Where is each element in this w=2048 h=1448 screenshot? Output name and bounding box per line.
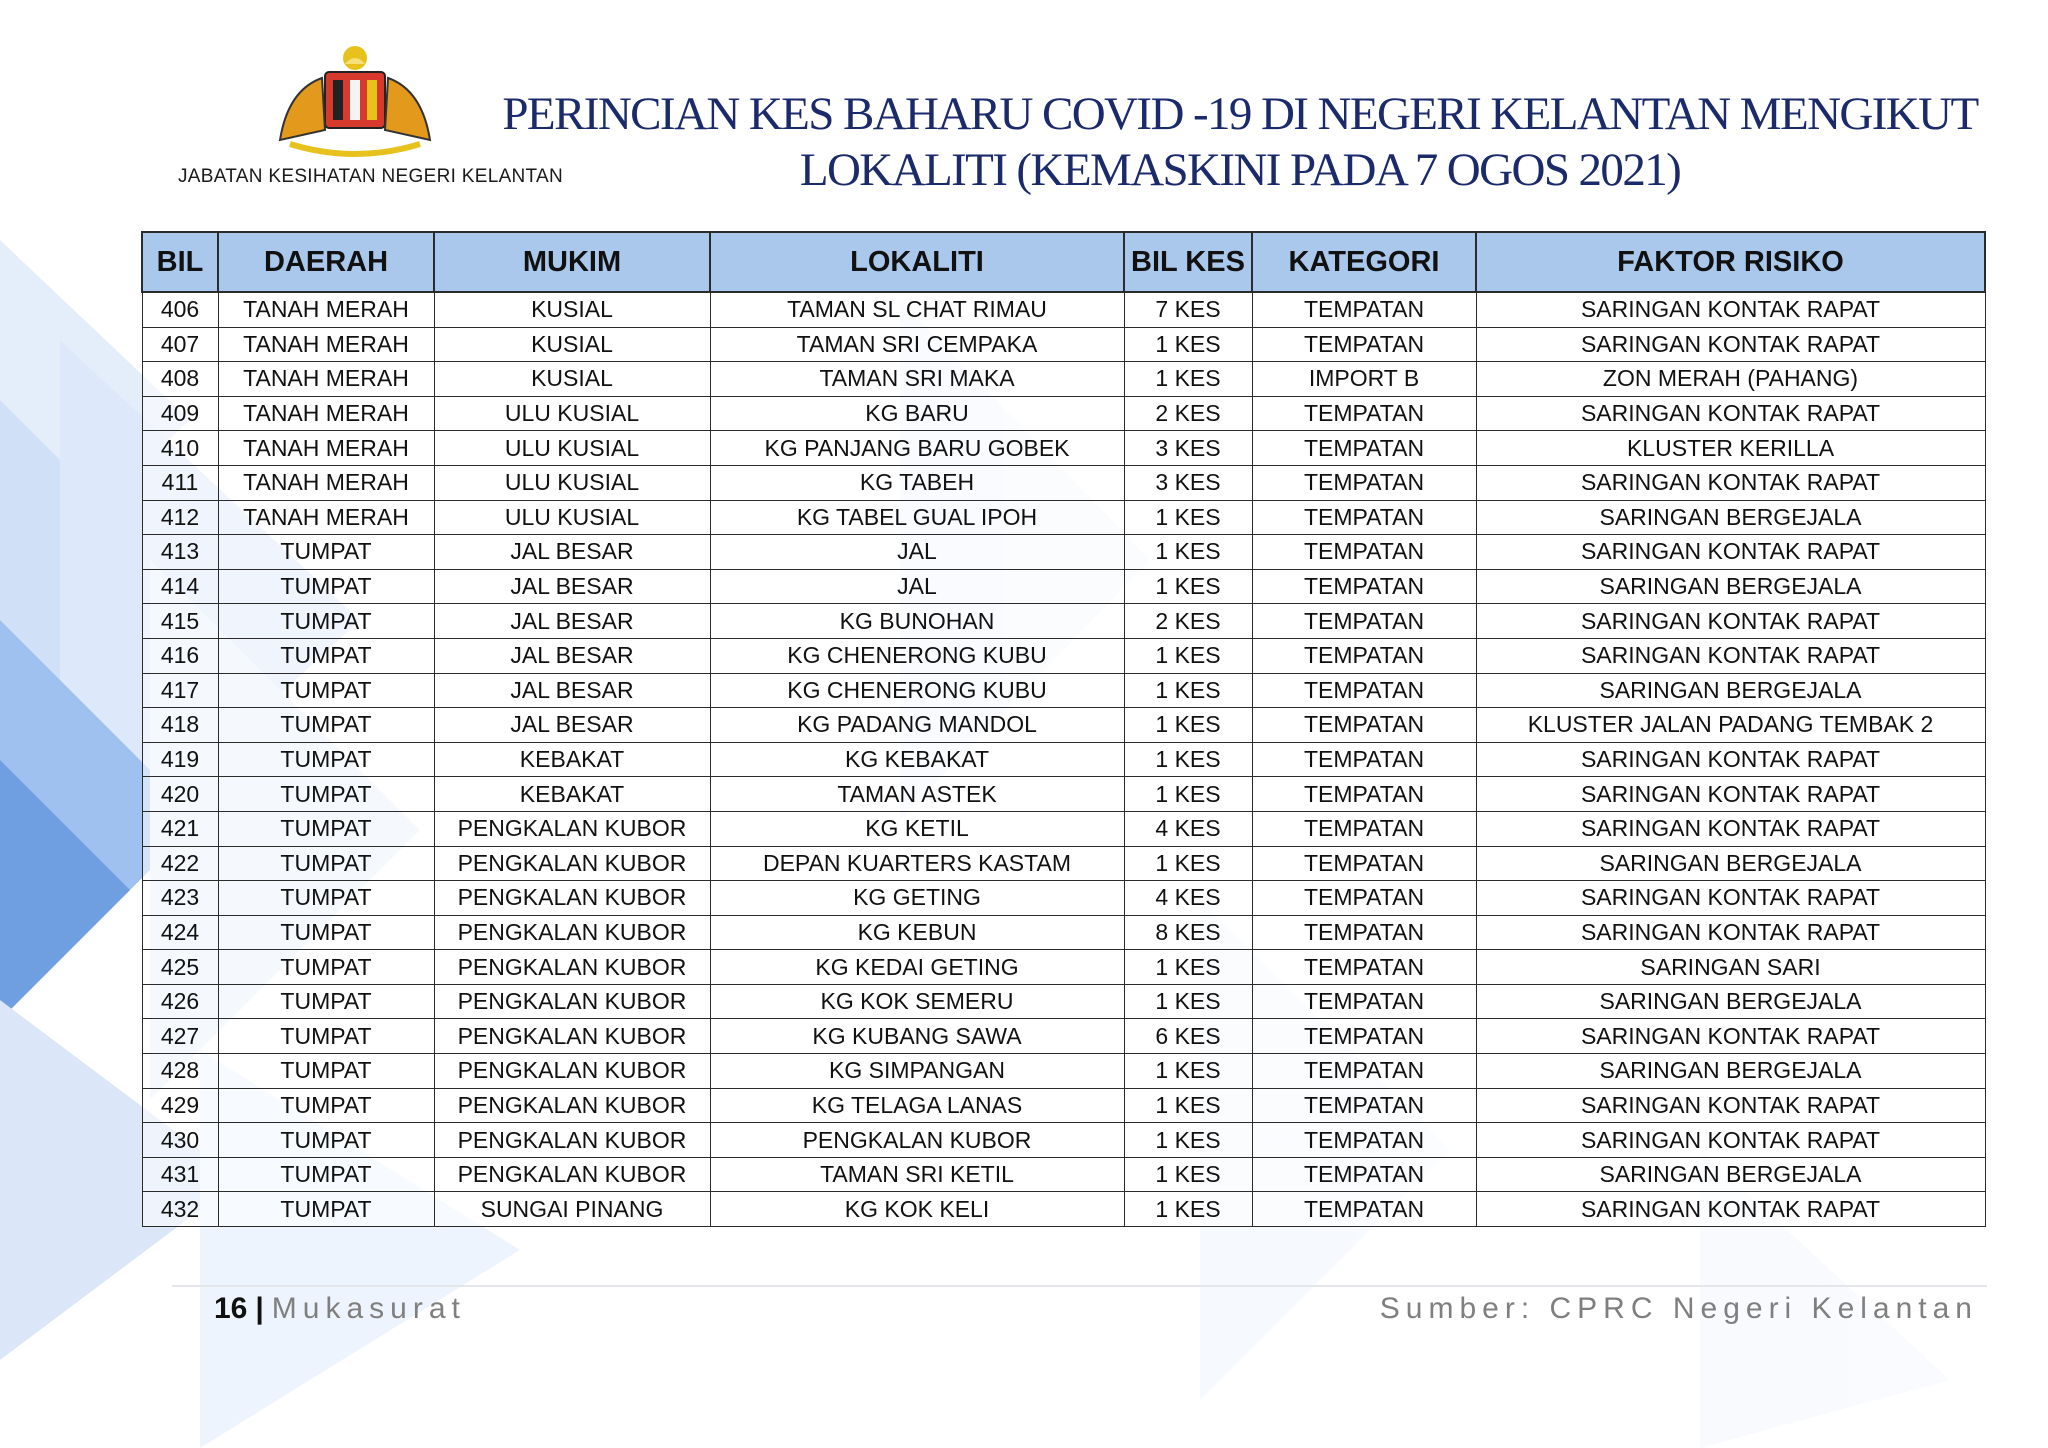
cell-bil-kes: 7 KES <box>1124 292 1252 327</box>
cell-lokaliti: KG PANJANG BARU GOBEK <box>710 431 1124 466</box>
cell-daerah: TUMPAT <box>218 984 434 1019</box>
cell-bil: 432 <box>142 1192 218 1227</box>
cell-faktor-risiko: SARINGAN BERGEJALA <box>1476 569 1985 604</box>
cell-bil-kes: 1 KES <box>1124 569 1252 604</box>
cell-daerah: TUMPAT <box>218 673 434 708</box>
cell-kategori: TEMPATAN <box>1252 881 1476 916</box>
cell-lokaliti: KG KEBUN <box>710 915 1124 950</box>
cell-bil-kes: 8 KES <box>1124 915 1252 950</box>
cell-bil: 413 <box>142 535 218 570</box>
page-header <box>0 0 2048 230</box>
cell-faktor-risiko: SARINGAN KONTAK RAPAT <box>1476 465 1985 500</box>
cell-faktor-risiko: SARINGAN BERGEJALA <box>1476 1054 1985 1089</box>
cell-bil-kes: 1 KES <box>1124 1157 1252 1192</box>
cell-lokaliti: KG TABEL GUAL IPOH <box>710 500 1124 535</box>
cell-mukim: JAL BESAR <box>434 569 710 604</box>
cell-faktor-risiko: ZON MERAH (PAHANG) <box>1476 362 1985 397</box>
cell-kategori: TEMPATAN <box>1252 984 1476 1019</box>
cell-mukim: JAL BESAR <box>434 535 710 570</box>
table-row <box>142 846 1985 881</box>
cell-mukim: KEBAKAT <box>434 777 710 812</box>
cell-faktor-risiko: SARINGAN KONTAK RAPAT <box>1476 915 1985 950</box>
cell-bil-kes: 1 KES <box>1124 1123 1252 1158</box>
page-title <box>470 86 2010 198</box>
cell-kategori: TEMPATAN <box>1252 1054 1476 1089</box>
cell-mukim: PENGKALAN KUBOR <box>434 1019 710 1054</box>
cell-bil: 411 <box>142 465 218 500</box>
cell-bil: 430 <box>142 1123 218 1158</box>
cell-mukim: JAL BESAR <box>434 708 710 743</box>
cell-bil-kes: 1 KES <box>1124 638 1252 673</box>
cell-bil-kes: 1 KES <box>1124 327 1252 362</box>
cell-mukim: SUNGAI PINANG <box>434 1192 710 1227</box>
table-row <box>142 881 1985 916</box>
cell-kategori: TEMPATAN <box>1252 569 1476 604</box>
page-number: 16 <box>214 1292 248 1325</box>
cell-lokaliti: DEPAN KUARTERS KASTAM <box>710 846 1124 881</box>
cell-bil-kes: 1 KES <box>1124 984 1252 1019</box>
cell-mukim: ULU KUSIAL <box>434 431 710 466</box>
cell-bil-kes: 1 KES <box>1124 1088 1252 1123</box>
cell-kategori: TEMPATAN <box>1252 708 1476 743</box>
cell-bil: 409 <box>142 396 218 431</box>
cell-faktor-risiko: SARINGAN KONTAK RAPAT <box>1476 327 1985 362</box>
footer-divider <box>172 1285 1987 1287</box>
cell-bil: 407 <box>142 327 218 362</box>
cell-faktor-risiko: SARINGAN BERGEJALA <box>1476 673 1985 708</box>
cell-bil: 423 <box>142 881 218 916</box>
cell-mukim: JAL BESAR <box>434 638 710 673</box>
cell-mukim: PENGKALAN KUBOR <box>434 984 710 1019</box>
cell-lokaliti: KG CHENERONG KUBU <box>710 638 1124 673</box>
cell-kategori: IMPORT B <box>1252 362 1476 397</box>
cell-bil: 412 <box>142 500 218 535</box>
cell-bil-kes: 1 KES <box>1124 1192 1252 1227</box>
cell-kategori: TEMPATAN <box>1252 1088 1476 1123</box>
cell-bil: 429 <box>142 1088 218 1123</box>
cell-bil-kes: 4 KES <box>1124 811 1252 846</box>
table-row <box>142 638 1985 673</box>
table-row <box>142 1123 1985 1158</box>
table-row <box>142 708 1985 743</box>
cell-kategori: TEMPATAN <box>1252 846 1476 881</box>
page-separator: | <box>255 1292 264 1325</box>
cases-table <box>141 231 1986 1227</box>
title-line-2: LOKALITI (KEMASKINI PADA 7 OGOS 2021) <box>799 144 1681 196</box>
cell-lokaliti: KG GETING <box>710 881 1124 916</box>
cell-daerah: TUMPAT <box>218 604 434 639</box>
table-row <box>142 535 1985 570</box>
cell-lokaliti: JAL <box>710 569 1124 604</box>
cell-kategori: TEMPATAN <box>1252 431 1476 466</box>
cell-daerah: TANAH MERAH <box>218 465 434 500</box>
cell-faktor-risiko: SARINGAN BERGEJALA <box>1476 500 1985 535</box>
cell-bil: 406 <box>142 292 218 327</box>
column-header-lokaliti: LOKALITI <box>710 232 1124 292</box>
cell-mukim: PENGKALAN KUBOR <box>434 1123 710 1158</box>
cell-bil: 419 <box>142 742 218 777</box>
cell-mukim: PENGKALAN KUBOR <box>434 1088 710 1123</box>
cell-kategori: TEMPATAN <box>1252 1157 1476 1192</box>
table-row <box>142 292 1985 327</box>
cell-lokaliti: KG TABEH <box>710 465 1124 500</box>
cell-faktor-risiko: SARINGAN SARI <box>1476 950 1985 985</box>
cell-mukim: JAL BESAR <box>434 604 710 639</box>
cell-kategori: TEMPATAN <box>1252 915 1476 950</box>
cell-lokaliti: TAMAN SRI MAKA <box>710 362 1124 397</box>
cell-mukim: PENGKALAN KUBOR <box>434 950 710 985</box>
cell-bil: 426 <box>142 984 218 1019</box>
cell-faktor-risiko: SARINGAN KONTAK RAPAT <box>1476 292 1985 327</box>
cell-kategori: TEMPATAN <box>1252 811 1476 846</box>
table-row <box>142 396 1985 431</box>
cell-faktor-risiko: SARINGAN KONTAK RAPAT <box>1476 396 1985 431</box>
cell-faktor-risiko: SARINGAN KONTAK RAPAT <box>1476 1123 1985 1158</box>
cell-lokaliti: KG TELAGA LANAS <box>710 1088 1124 1123</box>
cell-mukim: JAL BESAR <box>434 673 710 708</box>
table-row <box>142 673 1985 708</box>
cell-faktor-risiko: SARINGAN BERGEJALA <box>1476 1157 1985 1192</box>
table-row <box>142 500 1985 535</box>
cell-lokaliti: TAMAN SRI CEMPAKA <box>710 327 1124 362</box>
cell-bil: 414 <box>142 569 218 604</box>
column-header-daerah: DAERAH <box>218 232 434 292</box>
table-row <box>142 327 1985 362</box>
table-row <box>142 569 1985 604</box>
cell-mukim: PENGKALAN KUBOR <box>434 846 710 881</box>
table-row <box>142 1054 1985 1089</box>
cell-kategori: TEMPATAN <box>1252 1019 1476 1054</box>
cell-lokaliti: KG KOK KELI <box>710 1192 1124 1227</box>
cell-bil-kes: 1 KES <box>1124 846 1252 881</box>
cell-mukim: KUSIAL <box>434 292 710 327</box>
cell-kategori: TEMPATAN <box>1252 292 1476 327</box>
cell-bil: 420 <box>142 777 218 812</box>
cell-daerah: TANAH MERAH <box>218 396 434 431</box>
cell-daerah: TUMPAT <box>218 846 434 881</box>
table-row <box>142 431 1985 466</box>
cell-daerah: TUMPAT <box>218 915 434 950</box>
cell-daerah: TANAH MERAH <box>218 500 434 535</box>
table-row <box>142 950 1985 985</box>
cell-bil: 408 <box>142 362 218 397</box>
column-header-mukim: MUKIM <box>434 232 710 292</box>
table-row <box>142 984 1985 1019</box>
cell-lokaliti: KG KOK SEMERU <box>710 984 1124 1019</box>
cell-lokaliti: JAL <box>710 535 1124 570</box>
cell-mukim: KEBAKAT <box>434 742 710 777</box>
cell-kategori: TEMPATAN <box>1252 673 1476 708</box>
cell-bil: 431 <box>142 1157 218 1192</box>
table-row <box>142 915 1985 950</box>
cell-faktor-risiko: SARINGAN KONTAK RAPAT <box>1476 1192 1985 1227</box>
cell-kategori: TEMPATAN <box>1252 535 1476 570</box>
cell-bil-kes: 3 KES <box>1124 431 1252 466</box>
organization-name: JABATAN KESIHATAN NEGERI KELANTAN <box>178 166 564 187</box>
cell-lokaliti: TAMAN SRI KETIL <box>710 1157 1124 1192</box>
cell-faktor-risiko: SARINGAN KONTAK RAPAT <box>1476 1019 1985 1054</box>
table-row <box>142 604 1985 639</box>
cell-kategori: TEMPATAN <box>1252 327 1476 362</box>
table-header-row <box>142 232 1985 292</box>
cell-daerah: TUMPAT <box>218 777 434 812</box>
cell-bil-kes: 2 KES <box>1124 396 1252 431</box>
cell-kategori: TEMPATAN <box>1252 777 1476 812</box>
cell-bil-kes: 3 KES <box>1124 465 1252 500</box>
table-row <box>142 465 1985 500</box>
cell-bil: 428 <box>142 1054 218 1089</box>
title-line-1: PERINCIAN KES BAHARU COVID -19 DI NEGERI KELANTAN MENGIKUT <box>502 88 1978 140</box>
cell-daerah: TUMPAT <box>218 569 434 604</box>
cell-daerah: TUMPAT <box>218 881 434 916</box>
cell-daerah: TUMPAT <box>218 535 434 570</box>
cell-daerah: TANAH MERAH <box>218 292 434 327</box>
cell-bil-kes: 1 KES <box>1124 673 1252 708</box>
column-header-faktor-risiko: FAKTOR RISIKO <box>1476 232 1985 292</box>
cell-mukim: PENGKALAN KUBOR <box>434 1157 710 1192</box>
cell-mukim: PENGKALAN KUBOR <box>434 1054 710 1089</box>
table-row <box>142 742 1985 777</box>
page-number-block <box>214 1292 466 1326</box>
cell-daerah: TUMPAT <box>218 950 434 985</box>
cell-bil: 421 <box>142 811 218 846</box>
cell-kategori: TEMPATAN <box>1252 465 1476 500</box>
cell-faktor-risiko: SARINGAN KONTAK RAPAT <box>1476 535 1985 570</box>
cell-lokaliti: KG SIMPANGAN <box>710 1054 1124 1089</box>
cell-lokaliti: PENGKALAN KUBOR <box>710 1123 1124 1158</box>
cell-lokaliti: KG BARU <box>710 396 1124 431</box>
cell-daerah: TUMPAT <box>218 1192 434 1227</box>
cell-lokaliti: KG KETIL <box>710 811 1124 846</box>
table-row <box>142 1019 1985 1054</box>
cell-kategori: TEMPATAN <box>1252 604 1476 639</box>
cell-bil-kes: 1 KES <box>1124 950 1252 985</box>
cell-daerah: TUMPAT <box>218 742 434 777</box>
cell-daerah: TUMPAT <box>218 811 434 846</box>
cell-faktor-risiko: SARINGAN KONTAK RAPAT <box>1476 777 1985 812</box>
cell-bil-kes: 1 KES <box>1124 535 1252 570</box>
cell-bil: 427 <box>142 1019 218 1054</box>
cell-kategori: TEMPATAN <box>1252 500 1476 535</box>
cell-bil: 424 <box>142 915 218 950</box>
cell-daerah: TANAH MERAH <box>218 362 434 397</box>
cell-lokaliti: KG CHENERONG KUBU <box>710 673 1124 708</box>
cell-bil: 415 <box>142 604 218 639</box>
table-body <box>142 292 1985 1227</box>
cell-faktor-risiko: KLUSTER KERILLA <box>1476 431 1985 466</box>
cell-daerah: TUMPAT <box>218 638 434 673</box>
cell-bil-kes: 1 KES <box>1124 742 1252 777</box>
cell-lokaliti: TAMAN SL CHAT RIMAU <box>710 292 1124 327</box>
cell-bil: 422 <box>142 846 218 881</box>
cell-bil-kes: 1 KES <box>1124 362 1252 397</box>
cell-daerah: TUMPAT <box>218 1157 434 1192</box>
page-label: Mukasurat <box>271 1292 466 1325</box>
cell-kategori: TEMPATAN <box>1252 742 1476 777</box>
table-row <box>142 1192 1985 1227</box>
column-header-bil: BIL <box>142 232 218 292</box>
cell-mukim: KUSIAL <box>434 362 710 397</box>
cell-daerah: TUMPAT <box>218 708 434 743</box>
cell-faktor-risiko: SARINGAN KONTAK RAPAT <box>1476 638 1985 673</box>
cell-daerah: TUMPAT <box>218 1123 434 1158</box>
cell-daerah: TUMPAT <box>218 1054 434 1089</box>
cell-daerah: TANAH MERAH <box>218 431 434 466</box>
cell-lokaliti: KG KEDAI GETING <box>710 950 1124 985</box>
cell-mukim: KUSIAL <box>434 327 710 362</box>
cell-lokaliti: TAMAN ASTEK <box>710 777 1124 812</box>
cell-bil-kes: 6 KES <box>1124 1019 1252 1054</box>
cell-bil-kes: 1 KES <box>1124 708 1252 743</box>
cell-mukim: PENGKALAN KUBOR <box>434 811 710 846</box>
cell-mukim: ULU KUSIAL <box>434 465 710 500</box>
cell-daerah: TUMPAT <box>218 1088 434 1123</box>
cell-bil-kes: 1 KES <box>1124 500 1252 535</box>
cell-kategori: TEMPATAN <box>1252 638 1476 673</box>
cell-bil-kes: 4 KES <box>1124 881 1252 916</box>
cell-lokaliti: KG PADANG MANDOL <box>710 708 1124 743</box>
cell-kategori: TEMPATAN <box>1252 1123 1476 1158</box>
cell-mukim: PENGKALAN KUBOR <box>434 915 710 950</box>
cell-faktor-risiko: SARINGAN KONTAK RAPAT <box>1476 881 1985 916</box>
column-header-bil-kes: BIL KES <box>1124 232 1252 292</box>
table-row <box>142 777 1985 812</box>
coat-of-arms-logo <box>270 40 440 160</box>
cell-bil: 418 <box>142 708 218 743</box>
cell-kategori: TEMPATAN <box>1252 1192 1476 1227</box>
cell-bil: 425 <box>142 950 218 985</box>
cell-daerah: TUMPAT <box>218 1019 434 1054</box>
cell-bil-kes: 1 KES <box>1124 1054 1252 1089</box>
cell-faktor-risiko: SARINGAN KONTAK RAPAT <box>1476 604 1985 639</box>
cell-mukim: PENGKALAN KUBOR <box>434 881 710 916</box>
cell-lokaliti: KG KEBAKAT <box>710 742 1124 777</box>
cell-bil: 416 <box>142 638 218 673</box>
cell-bil-kes: 2 KES <box>1124 604 1252 639</box>
table-row <box>142 811 1985 846</box>
source-note: Sumber: CPRC Negeri Kelantan <box>1379 1292 1978 1325</box>
cell-bil: 410 <box>142 431 218 466</box>
cell-faktor-risiko: KLUSTER JALAN PADANG TEMBAK 2 <box>1476 708 1985 743</box>
table-row <box>142 1088 1985 1123</box>
cell-daerah: TANAH MERAH <box>218 327 434 362</box>
column-header-kategori: KATEGORI <box>1252 232 1476 292</box>
cell-faktor-risiko: SARINGAN KONTAK RAPAT <box>1476 1088 1985 1123</box>
table-row <box>142 362 1985 397</box>
table-row <box>142 1157 1985 1192</box>
cell-kategori: TEMPATAN <box>1252 950 1476 985</box>
cell-faktor-risiko: SARINGAN KONTAK RAPAT <box>1476 742 1985 777</box>
cell-faktor-risiko: SARINGAN BERGEJALA <box>1476 846 1985 881</box>
cell-mukim: ULU KUSIAL <box>434 396 710 431</box>
cell-lokaliti: KG BUNOHAN <box>710 604 1124 639</box>
cell-lokaliti: KG KUBANG SAWA <box>710 1019 1124 1054</box>
cell-faktor-risiko: SARINGAN BERGEJALA <box>1476 984 1985 1019</box>
cell-bil-kes: 1 KES <box>1124 777 1252 812</box>
cell-faktor-risiko: SARINGAN KONTAK RAPAT <box>1476 811 1985 846</box>
cell-kategori: TEMPATAN <box>1252 396 1476 431</box>
cell-mukim: ULU KUSIAL <box>434 500 710 535</box>
cell-bil: 417 <box>142 673 218 708</box>
